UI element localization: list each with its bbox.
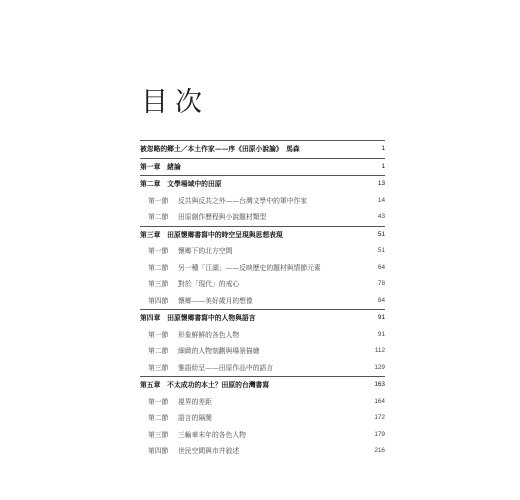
toc-section-number: 第二節 xyxy=(148,347,169,355)
toc-group-chapter-3 xyxy=(140,226,385,310)
toc-entry-title: 第四章 田原懷鄉書寫中的人物與語言 xyxy=(140,314,256,322)
toc-section-title: 懷鄉下的北方空間 xyxy=(178,247,233,255)
toc-section-title: 田原創作歷程與小說題材類型 xyxy=(178,213,267,221)
toc-entry[interactable] xyxy=(140,227,385,244)
toc-section-title: 懷鄉——美好歲月的想像 xyxy=(178,296,253,305)
toc-section-title: 雅語紛呈——田原作品中的語言 xyxy=(178,363,274,372)
toc-section[interactable] xyxy=(140,443,385,460)
toc-section[interactable] xyxy=(140,209,385,226)
toc-entry[interactable] xyxy=(140,159,385,176)
toc-entry-page: 163 xyxy=(374,381,385,388)
toc-entry[interactable] xyxy=(140,176,385,193)
toc-group-chapter-1 xyxy=(140,158,385,176)
toc-entry[interactable] xyxy=(140,310,385,327)
toc-section[interactable] xyxy=(140,243,385,260)
toc-entry-page: 51 xyxy=(377,230,385,238)
toc-section-page: 78 xyxy=(377,280,385,287)
toc-section-title: 細緻的人物刻劃與場景描繪 xyxy=(178,347,260,355)
toc-entry-page: 13 xyxy=(377,180,385,187)
toc-group-preface xyxy=(140,140,385,158)
toc-section-title: 三輪車末年的各色人物 xyxy=(178,430,246,439)
toc-group-chapter-5 xyxy=(140,376,385,460)
toc-section-page: 216 xyxy=(374,447,385,454)
toc-section-number: 第一節 xyxy=(148,196,169,205)
toc-entry-page: 1 xyxy=(381,162,385,170)
toc-section-page: 129 xyxy=(374,363,385,371)
toc-section[interactable] xyxy=(140,410,385,427)
toc-section-title: 另一種「江湖」——反映歷史的題材與情節元素 xyxy=(178,263,321,272)
toc-section-title: 語言的隔閡 xyxy=(178,414,212,422)
toc-section-title: 世民空間與市井敘述 xyxy=(178,447,240,455)
toc-section-number: 第四節 xyxy=(148,447,169,455)
toc-section-page: 164 xyxy=(374,397,385,405)
toc-section-number: 第三節 xyxy=(148,430,169,439)
toc-entry-title: 第二章 文學場域中的田原 xyxy=(140,180,222,188)
table-of-contents xyxy=(140,140,385,460)
toc-section-page: 112 xyxy=(374,347,385,354)
toc-section-page: 172 xyxy=(374,414,385,421)
toc-entry-title: 第五章 不太成功的本土？田原的台灣書寫 xyxy=(140,381,270,389)
toc-section-number: 第三節 xyxy=(148,280,169,288)
toc-entry-page: 1 xyxy=(381,145,385,152)
toc-section[interactable] xyxy=(140,260,385,277)
toc-section-number: 第一節 xyxy=(148,330,169,339)
toc-entry[interactable] xyxy=(140,377,385,394)
toc-section-number: 第一節 xyxy=(148,247,169,255)
toc-section-number: 第一節 xyxy=(148,397,169,406)
toc-group-chapter-2 xyxy=(140,175,385,226)
toc-section[interactable] xyxy=(140,193,385,210)
toc-section-page: 84 xyxy=(377,296,385,304)
toc-entry-page: 91 xyxy=(377,314,385,321)
page-title: 目次 xyxy=(141,87,209,118)
toc-entry[interactable] xyxy=(140,141,385,158)
toc-section-page: 43 xyxy=(377,213,385,220)
toc-section-title: 對於「現代」的戒心 xyxy=(178,280,240,288)
toc-section-number: 第三節 xyxy=(148,363,169,372)
toc-entry-title: 第三章 田原懷鄉書寫中的時空呈現與思想表現 xyxy=(140,230,283,239)
toc-entry-title: 被忽略的鄉土／本土作家——序《田原小說論》 馬森 xyxy=(140,145,300,153)
toc-section-page: 51 xyxy=(377,247,385,254)
toc-section[interactable] xyxy=(140,327,385,344)
toc-section[interactable] xyxy=(140,276,385,293)
toc-section[interactable] xyxy=(140,343,385,360)
toc-section-title: 反共與反共之外——台灣文學中的軍中作家 xyxy=(178,196,308,205)
toc-section[interactable] xyxy=(140,427,385,444)
toc-section-number: 第四節 xyxy=(148,296,169,305)
toc-section-page: 179 xyxy=(374,430,385,438)
toc-section-page: 64 xyxy=(377,263,385,271)
toc-section-number: 第二節 xyxy=(148,263,169,272)
toc-section[interactable] xyxy=(140,394,385,411)
toc-section-title: 形象鮮鮮的各色人物 xyxy=(178,330,240,339)
toc-section[interactable] xyxy=(140,293,385,310)
toc-section-page: 91 xyxy=(377,330,385,338)
toc-section-number: 第二節 xyxy=(148,414,169,422)
toc-section-page: 14 xyxy=(377,196,385,204)
toc-entry-title: 第一章 緒論 xyxy=(140,162,181,171)
toc-group-chapter-4 xyxy=(140,309,385,376)
toc-section[interactable] xyxy=(140,360,385,377)
toc-section-title: 視界的差距 xyxy=(178,397,212,406)
toc-section-number: 第二節 xyxy=(148,213,169,221)
